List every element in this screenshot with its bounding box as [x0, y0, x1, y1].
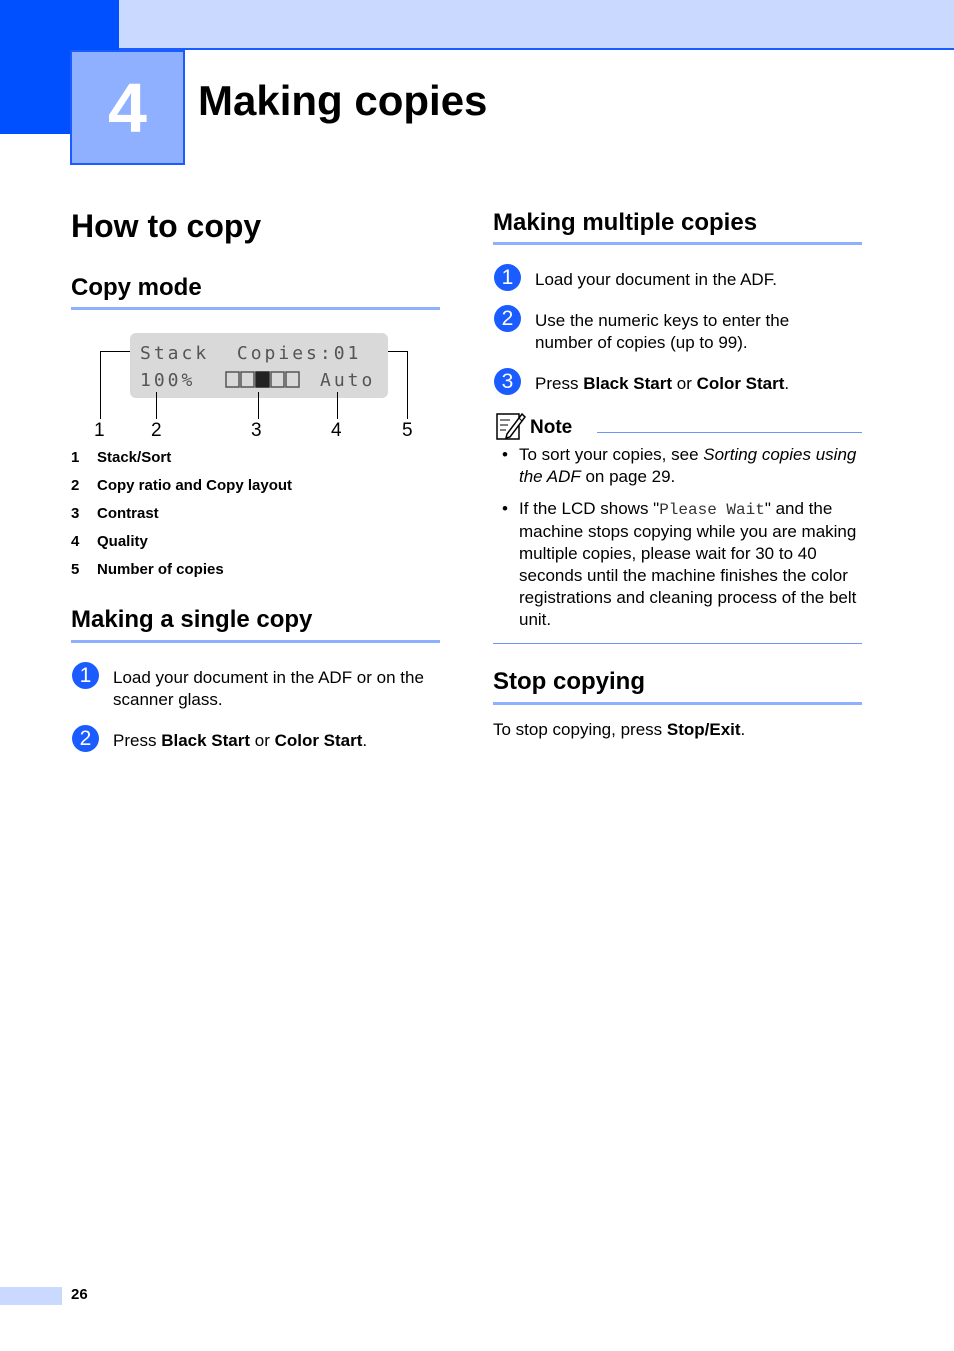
lcd-line-1: Stack Copies:01 — [140, 343, 362, 364]
step-number-badge: 2 — [72, 725, 99, 752]
color-start-key-label: Color Start — [274, 731, 363, 750]
callout-number-1: 1 — [94, 420, 105, 441]
legend-item: 4 Quality — [71, 533, 148, 550]
lcd-quality: Auto — [320, 370, 376, 391]
step-text: Press Black Start or Color Start. — [113, 731, 368, 750]
lcd-display — [130, 333, 388, 398]
stop-exit-key-label: Stop/Exit — [666, 720, 741, 739]
note-top-rule — [597, 432, 862, 433]
copy-mode-rule — [71, 307, 440, 310]
chapter-title: Making copies — [198, 77, 488, 124]
subsection-title-multiple-copies: Making multiple copies — [493, 209, 758, 236]
step-text: Load your document in the ADF. — [535, 270, 777, 289]
legend-item: 2 Copy ratio and Copy layout — [71, 477, 293, 494]
single-copy-rule — [71, 640, 440, 643]
black-start-key-label: Black Start — [161, 731, 251, 750]
callout-line-5-h — [388, 351, 408, 352]
callout-number-5: 5 — [402, 420, 413, 441]
footer-page-tab — [0, 1287, 62, 1305]
header-band — [0, 0, 954, 49]
callout-line-1-v — [100, 351, 101, 419]
callout-number-3: 3 — [251, 420, 262, 441]
color-start-key-label: Color Start — [696, 374, 785, 393]
step-text: Load your document in the ADF or on the scanner glass. — [113, 668, 424, 709]
stop-copying-rule — [493, 702, 862, 705]
page-number: 26 — [71, 1286, 88, 1303]
callout-number-4: 4 — [331, 420, 342, 441]
step-number-badge: 1 — [72, 662, 99, 689]
note-item-please-wait: If the LCD shows "Please Wait" and the machine stops copying while you are making multiple copies, please wait for 30 to 40 seconds until the machine finishes the color registrations and cleaning process of the belt unit. — [519, 499, 857, 629]
subsection-title-stop-copying: Stop copying — [493, 668, 645, 695]
callout-line-3 — [258, 392, 259, 419]
stop-copying-text: To stop copying, press Stop/Exit. — [493, 720, 746, 739]
multiple-copies-rule — [493, 242, 862, 245]
lcd-ratio: 100% — [140, 370, 196, 391]
callout-number-2: 2 — [151, 420, 162, 441]
section-title-how-to-copy: How to copy — [71, 208, 262, 244]
step-text: Press Black Start or Color Start. — [535, 374, 790, 393]
contrast-bar-icon — [225, 370, 303, 390]
note-title: Note — [530, 417, 573, 438]
sorting-copies-reference: Sorting copies using the ADF — [519, 445, 857, 486]
step-number-badge: 2 — [494, 305, 521, 332]
step-number-badge: 1 — [494, 264, 521, 291]
note-bottom-rule — [493, 643, 862, 644]
note-pencil-icon — [495, 410, 527, 442]
callout-line-4 — [337, 392, 338, 419]
chapter-number: 4 — [70, 50, 185, 165]
note-bullet: • — [502, 499, 508, 518]
legend-item: 5 Number of copies — [71, 561, 224, 578]
step-text: Use the numeric keys to enter the number of copies (up to 99). — [535, 311, 790, 352]
note-bullet: • — [502, 445, 508, 464]
step-number-badge: 3 — [494, 368, 521, 395]
legend-item: 1 Stack/Sort — [71, 449, 172, 466]
subsection-title-single-copy: Making a single copy — [71, 606, 313, 633]
lcd-message: Please Wait — [659, 501, 765, 519]
legend-item: 3 Contrast — [71, 505, 159, 522]
header-line — [119, 48, 954, 50]
subsection-title-copy-mode: Copy mode — [71, 274, 202, 301]
callout-line-5-v — [407, 351, 408, 419]
black-start-key-label: Black Start — [583, 374, 673, 393]
callout-line-2 — [156, 392, 157, 419]
callout-line-1-h — [100, 351, 130, 352]
note-item-sort: To sort your copies, see Sorting copies using the ADF on page 29. — [519, 445, 857, 486]
